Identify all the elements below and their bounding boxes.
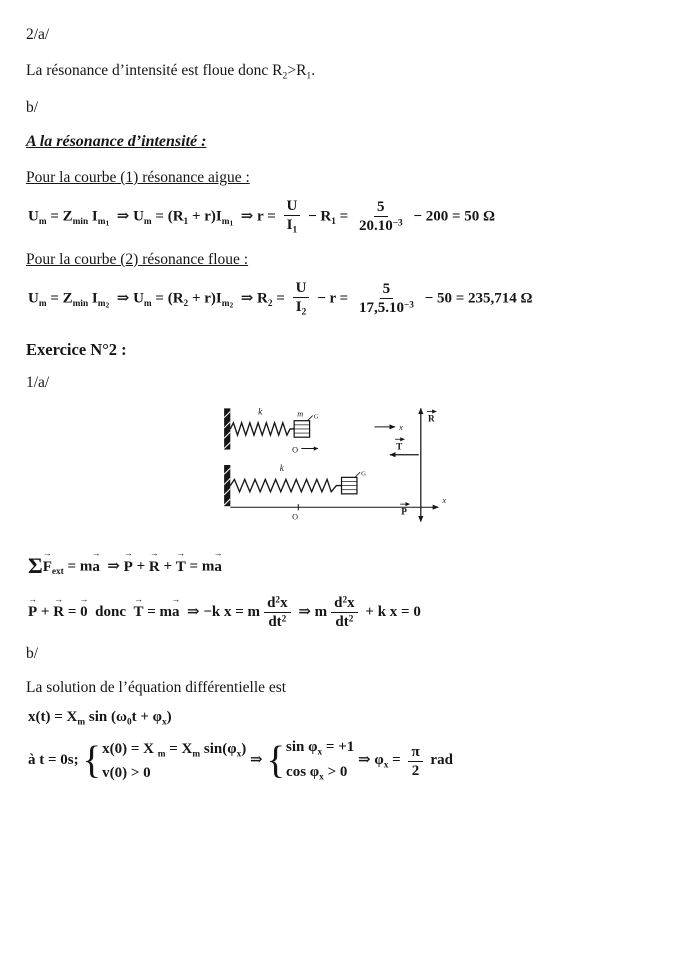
mass-block-bottom [341, 478, 356, 494]
solution-intro: La solution de l’équation différentielle est [26, 679, 287, 697]
g-label-bottom: G [360, 470, 366, 478]
x-axis-label-bottom: x [441, 496, 446, 506]
g-flag-bottom [354, 473, 359, 478]
diagram-svg [220, 398, 462, 532]
statement-line: La résonance d’intensité est floue donc $R_2>R_1$. [26, 62, 316, 82]
p-vector-label: P [400, 507, 407, 518]
spring-constant-label-top: k [257, 408, 262, 419]
g-flag-top [307, 416, 312, 421]
formula-differential-equation: P → + R → = 0 → donc T → = ma → ⇒ −k x = m $\frac{d^2x}{dt^2}$ ⇒ m $\frac{d^2x}{dt^2}$ + k x = 0 [28, 594, 655, 631]
mass-block-top [294, 421, 309, 437]
r-vector-label: R [427, 415, 435, 426]
curve1-heading: Pour la courbe (1) résonance aigue : [26, 169, 250, 187]
mass-label-top: m [296, 410, 303, 420]
origin-label-top: O [291, 446, 298, 456]
wall-top [224, 409, 230, 450]
origin-label-bottom: O [291, 513, 298, 523]
spring-bottom [230, 480, 341, 492]
g-label-top: G [313, 414, 319, 422]
t-vector-label: T [395, 443, 402, 454]
section-label-b-top: b/ [26, 99, 39, 117]
spring-mass-diagram [26, 398, 655, 537]
exercice2-heading: Exercice N°2 : [26, 340, 127, 360]
formula-solution: $x(t) = X_m$ $\sin (\omega_0t + \varphi_x)$ [28, 709, 172, 728]
formula-initial-conditions: à t = 0s; { x(0) = X $_m = X_m$ $\sin(\varphi_x)$ v(0) > 0 ⇒ { $\sin \varphi_x = +1$ $\cos \varphi_x > 0$ ⇒ $\varphi_x$ = $\frac{\pi}{2}$ rad [28, 739, 453, 783]
section-label-2a: 2/a/ [26, 26, 50, 43]
formula-r2-resistance: $U_m = Z_{min}$ $I_{m2}$ ⇒ $U_m = (R_2 + r)I_{m2}$ ⇒ $R_2$ = $\frac{U}{I_2}$ − r = $\frac{5}{17,5.10^{-3}}$ − 50 = 235,714 Ω [28, 279, 533, 318]
formula-newton-second-law: $\Sigma F \to_{ext}$ = ma → ⇒ P → + R → + T → = ma → [28, 545, 655, 588]
section-label-b-bottom: b/ [26, 645, 39, 663]
formula-r-internal-resistance: $U_m = Z_{min}$ $I_{m1}$ ⇒ $U_m = (R_1 + r)I_{m1}$ ⇒ r = $\frac{U}{I_1}$ − $R_1$ = $\frac{5}{20.10^{-3}}$ − 200 = 50 Ω [28, 198, 496, 236]
x-axis-label-top: x [398, 423, 403, 433]
resonance-heading: A la résonance d’intensité : [26, 133, 207, 151]
spring-constant-label-bottom: k [279, 464, 284, 475]
curve2-heading: Pour la courbe (2) résonance floue : [26, 250, 249, 268]
wall-bottom [224, 465, 230, 506]
spring-top [230, 423, 294, 435]
section-label-1a: 1/a/ [26, 374, 50, 392]
